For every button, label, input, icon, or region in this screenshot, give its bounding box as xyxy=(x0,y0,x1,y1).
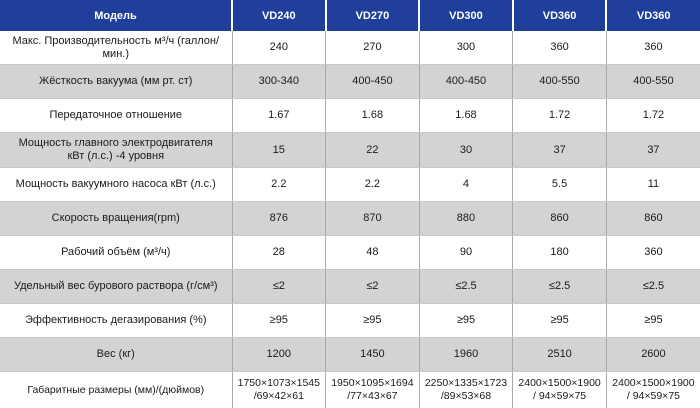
table-row xyxy=(0,202,700,236)
table-row xyxy=(0,270,700,304)
cell-value: 860 xyxy=(513,202,607,236)
cell-value-line: /69×42×61 xyxy=(254,390,304,402)
cell-value: 37 xyxy=(606,133,700,168)
cell-value: 180 xyxy=(513,236,607,270)
cell-value-line: 2400×1500×1900 xyxy=(518,377,600,389)
spec-table-body xyxy=(0,31,700,408)
cell-value-line: /89×53×68 xyxy=(441,390,491,402)
cell-value: 400-550 xyxy=(606,65,700,99)
cell-value: 28 xyxy=(232,236,326,270)
header-row xyxy=(0,0,700,31)
cell-value: 2510 xyxy=(513,338,607,372)
table-row xyxy=(0,133,700,168)
cell-value: ≥95 xyxy=(232,304,326,338)
cell-value: 2.2 xyxy=(326,168,420,202)
cell-value-line: /77×43×67 xyxy=(347,390,397,402)
row-label: Рабочий объём (м³/ч) xyxy=(0,236,232,270)
cell-value: 90 xyxy=(419,236,513,270)
row-label: Мощность вакуумного насоса кВт (л.с.) xyxy=(0,168,232,202)
cell-value-line: / 94×59×75 xyxy=(533,390,586,402)
cell-value xyxy=(232,372,326,408)
table-row xyxy=(0,236,700,270)
cell-value xyxy=(326,372,420,408)
table-row xyxy=(0,372,700,408)
cell-value: 22 xyxy=(326,133,420,168)
row-label: Макс. Производительность м³/ч (галлон/мин.) xyxy=(0,31,232,65)
spec-table-header xyxy=(0,0,700,31)
cell-value: 1450 xyxy=(326,338,420,372)
cell-value: ≤2 xyxy=(326,270,420,304)
cell-value: 30 xyxy=(419,133,513,168)
row-label: Удельный вес бурового раствора (г/см³) xyxy=(0,270,232,304)
row-label: Скорость вращения(rpm) xyxy=(0,202,232,236)
cell-value: 1.72 xyxy=(606,99,700,133)
cell-value xyxy=(513,372,607,408)
cell-value: 1960 xyxy=(419,338,513,372)
cell-value: 860 xyxy=(606,202,700,236)
cell-value: 1.72 xyxy=(513,99,607,133)
row-label: Вес (кг) xyxy=(0,338,232,372)
cell-value xyxy=(419,372,513,408)
cell-value: 300 xyxy=(419,31,513,65)
cell-value: 876 xyxy=(232,202,326,236)
cell-value: 1.68 xyxy=(419,99,513,133)
cell-value: ≤2 xyxy=(232,270,326,304)
row-label: Эффективность дегазирования (%) xyxy=(0,304,232,338)
header-vd360-b: VD360 xyxy=(606,0,700,31)
row-label: Габаритные размеры (мм)/(дюймов) xyxy=(0,372,232,408)
cell-value-line: 1950×1095×1694 xyxy=(331,377,413,389)
row-label-line: Мощность главного электродвигателя xyxy=(19,137,213,149)
cell-value: 400-450 xyxy=(326,65,420,99)
row-label-line: кВт (л.с.) -4 уровня xyxy=(67,150,164,162)
header-vd300: VD300 xyxy=(419,0,513,31)
header-vd240: VD240 xyxy=(232,0,326,31)
table-row xyxy=(0,65,700,99)
cell-value: 2600 xyxy=(606,338,700,372)
cell-value: 300-340 xyxy=(232,65,326,99)
cell-value-line: / 94×59×75 xyxy=(627,390,680,402)
row-label: Жёсткость вакуума (мм рт. ст) xyxy=(0,65,232,99)
cell-value: 400-550 xyxy=(513,65,607,99)
cell-value: 15 xyxy=(232,133,326,168)
table-row xyxy=(0,31,700,65)
cell-value: ≥95 xyxy=(513,304,607,338)
table-row xyxy=(0,168,700,202)
cell-value: 1.68 xyxy=(326,99,420,133)
table-row xyxy=(0,304,700,338)
cell-value: 400-450 xyxy=(419,65,513,99)
cell-value: 1200 xyxy=(232,338,326,372)
header-model-label: Модель xyxy=(0,0,232,31)
cell-value: ≥95 xyxy=(606,304,700,338)
table-row xyxy=(0,338,700,372)
cell-value: 2.2 xyxy=(232,168,326,202)
cell-value: 360 xyxy=(606,236,700,270)
row-label xyxy=(0,133,232,168)
row-label: Передаточное отношение xyxy=(0,99,232,133)
cell-value: 5.5 xyxy=(513,168,607,202)
cell-value: ≤2.5 xyxy=(606,270,700,304)
cell-value-line: 2400×1500×1900 xyxy=(612,377,694,389)
cell-value: 1.67 xyxy=(232,99,326,133)
cell-value: ≥95 xyxy=(326,304,420,338)
cell-value: 870 xyxy=(326,202,420,236)
cell-value: 11 xyxy=(606,168,700,202)
cell-value xyxy=(606,372,700,408)
cell-value: ≤2.5 xyxy=(419,270,513,304)
cell-value: 240 xyxy=(232,31,326,65)
cell-value-line: 2250×1335×1723 xyxy=(425,377,507,389)
header-vd270: VD270 xyxy=(326,0,420,31)
table-row xyxy=(0,99,700,133)
cell-value: 880 xyxy=(419,202,513,236)
cell-value: ≤2.5 xyxy=(513,270,607,304)
cell-value: 48 xyxy=(326,236,420,270)
cell-value: 37 xyxy=(513,133,607,168)
cell-value: 360 xyxy=(513,31,607,65)
header-vd360-a: VD360 xyxy=(513,0,607,31)
cell-value: ≥95 xyxy=(419,304,513,338)
cell-value: 4 xyxy=(419,168,513,202)
cell-value: 270 xyxy=(326,31,420,65)
cell-value-line: 1750×1073×1545 xyxy=(238,377,320,389)
cell-value: 360 xyxy=(606,31,700,65)
